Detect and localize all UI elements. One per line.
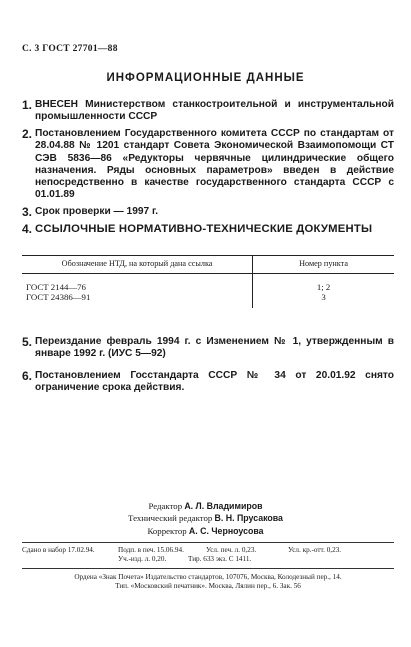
publisher-line: Ордена «Знак Почета» Издательство стандартов, 107076, Москва, Колодезный пер., 14. [74,573,342,581]
editor-name: А. Л. Владимиров [184,501,263,511]
info-item-2 [22,128,394,202]
item-number: 5. [22,335,33,349]
tech-editor-role: Технический редактор [128,513,213,524]
tirazh-text: Тир. 633 экз. С 1411. [188,555,252,564]
print-details [22,546,394,564]
corrector-role: Корректор [147,525,187,536]
table-cell-doc: ГОСТ 24386—91 [26,291,91,302]
table-header-doc: Обозначение НТД, на который дана ссылка [22,256,253,274]
item-number: 3. [22,205,33,219]
info-item-1 [22,99,394,124]
publisher-info [22,573,394,591]
item-text: Постановлением Государственного комитета СССР по стандартам от 28.04.88 № 1201 стандарт Совета Экономической Взаимопомощи СТ СЭВ 5836—86 «Редукторы червячные цилиндрические общего назначения. Ряды основных параметров» введен в действие непосредственно в качестве государственного стандарта СССР с 01.01.89 [35,128,394,201]
item-text: ССЫЛОЧНЫЕ НОРМАТИВНО-ТЕХНИЧЕСКИЕ ДОКУМЕНТЫ [35,223,373,235]
usl-pech-text: Усл. печ. л. 0,23. [206,546,257,554]
usl-kr-text: Усл. кр.-отт. 0,23. [288,546,342,554]
print-details-row-2 [22,555,394,564]
podp-text: Подп. в печ. 15.06.94. [118,546,184,554]
corrector-line [0,525,411,537]
tech-editor-line [0,512,411,524]
table-row [22,292,394,308]
item-number: 1. [22,98,33,112]
divider [22,568,394,569]
table-header-row [22,256,394,274]
table-header-clause: Номер пункта [253,256,394,274]
table-cell-clause: 3 [253,292,394,308]
info-item-3 [22,206,394,218]
corrector-name: А. С. Черноусова [188,525,264,536]
print-details-row-1 [22,546,394,555]
info-item-5 [22,336,394,361]
editor-line [0,500,411,512]
uch-izd-text: Уч.-изд. л. 0,20. [118,555,167,564]
table-cell-doc: ГОСТ 2144—76 [26,281,86,292]
table-row [22,273,394,292]
item-text: ВНЕСЕН Министерством станкостроительной и инструментальной промышленности СССР [35,99,394,123]
references-table [22,255,394,308]
table-cell-clause: 1; 2 [253,273,394,292]
info-item-4 [22,223,394,235]
section-title: ИНФОРМАЦИОННЫЕ ДАННЫЕ [106,72,305,84]
info-item-6 [22,370,394,395]
editor-role: Редактор [148,501,183,511]
tech-editor-name: В. Н. Прусакова [214,513,283,524]
page-header: С. 3 ГОСТ 27701—88 [22,44,118,54]
item-number: 2. [22,127,33,141]
item-text: Переиздание февраль 1994 г. с Изменением № 1, утвержденным в январе 1992 г. (ИУС 5—92) [35,336,394,360]
divider [22,542,394,543]
editorial-staff [0,500,411,537]
item-text: Постановлением Госстандарта СССР № 34 от 20.01.92 снято ограничение срока действия. [35,370,394,394]
printer-line: Тип. «Московский печатник». Москва, Лялин пер., 6. Зак. 56 [115,582,301,591]
sdano-text: Сдано в набор 17.02.94. [22,546,95,554]
item-number: 4. [22,222,33,236]
item-number: 6. [22,369,33,383]
item-text: Срок проверки — 1997 г. [35,206,159,217]
